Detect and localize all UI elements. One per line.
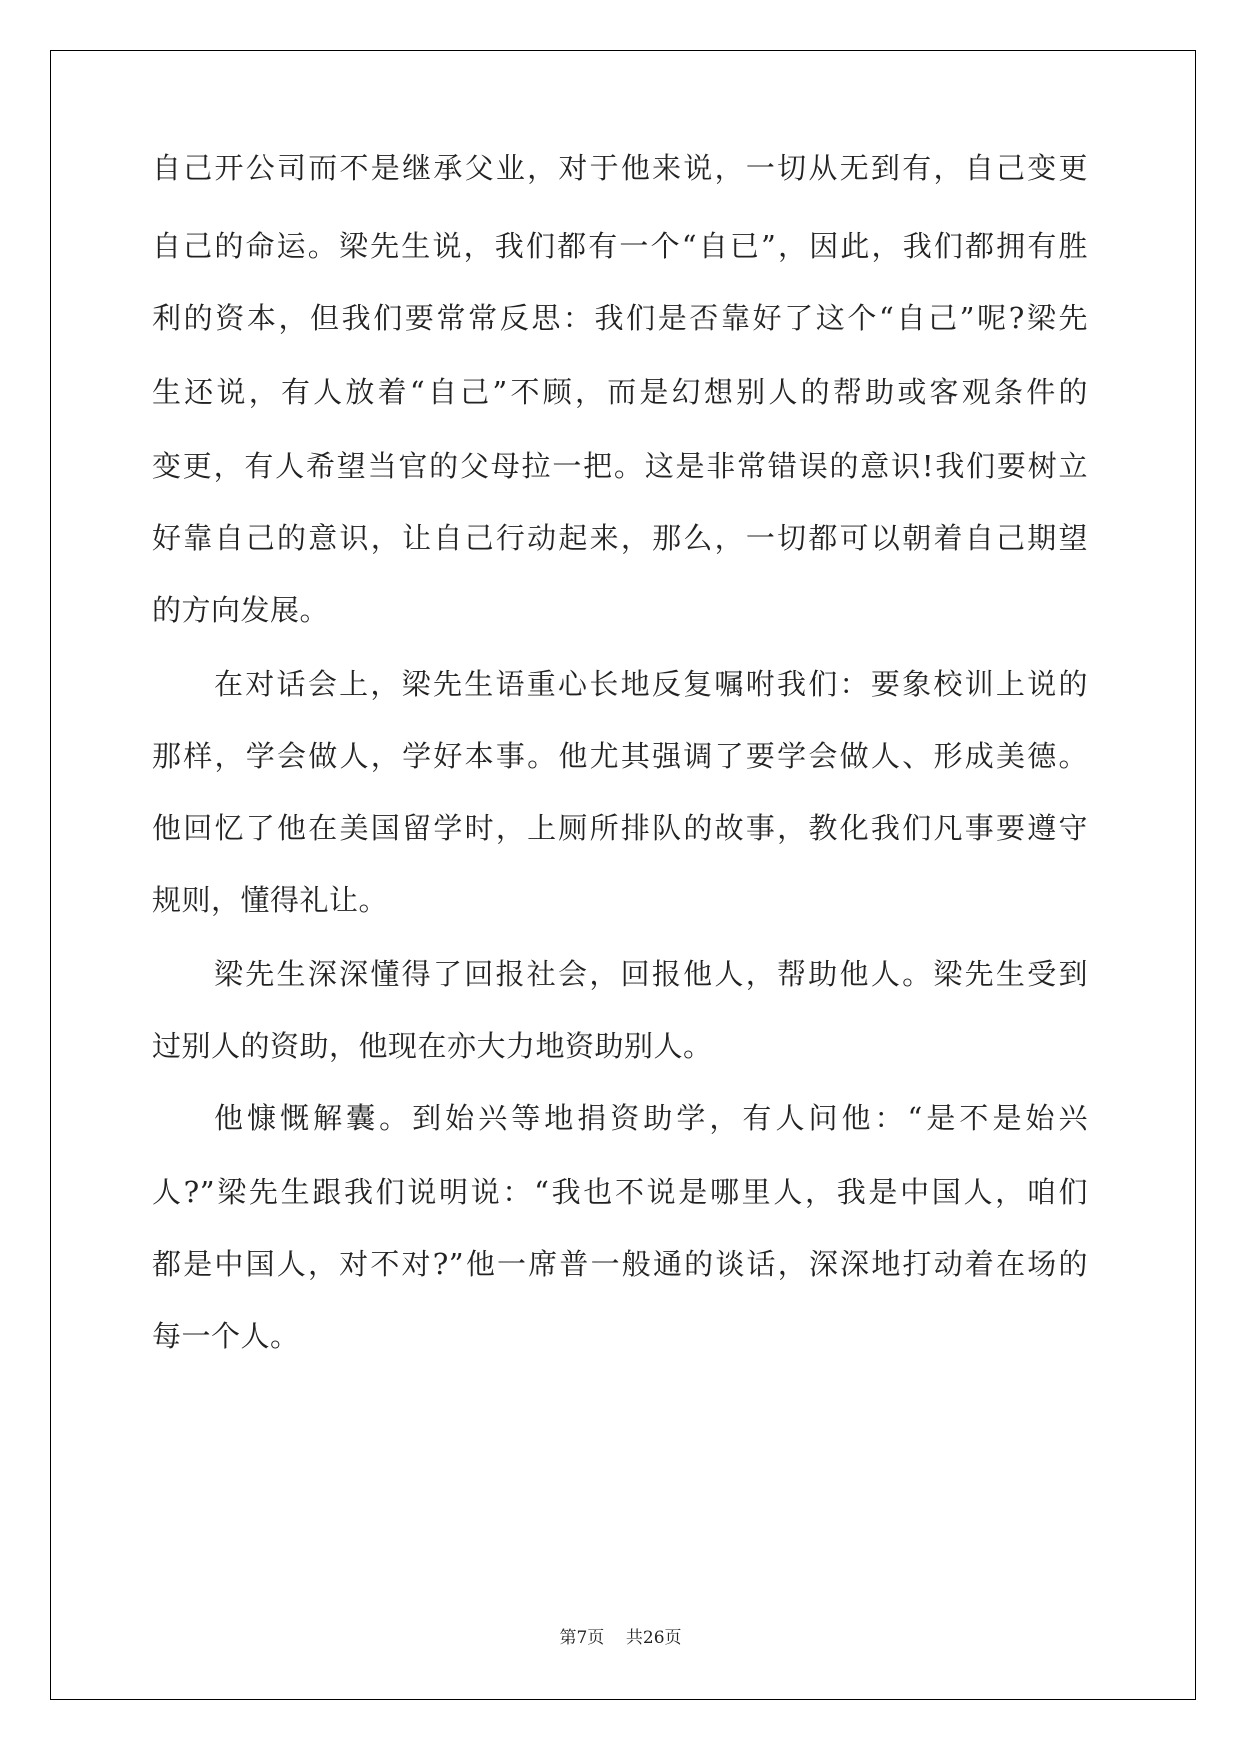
text-line: 生还说，有人放着“自己”不顾，而是幻想别人的帮助或客观条件的 bbox=[152, 375, 1088, 409]
text-line: 好靠自己的意识，让自己行动起来，那么，一切都可以朝着自己期望 bbox=[152, 521, 1088, 555]
text-line: 利的资本，但我们要常常反思：我们是否靠好了这个“自己”呢?梁先 bbox=[152, 301, 1088, 335]
text-line: 的方向发展。 bbox=[152, 593, 330, 627]
text-line: 都是中国人，对不对?”他一席普一般通的谈话，深深地打动着在场的 bbox=[152, 1247, 1088, 1281]
text-line: 自己的命运。梁先生说，我们都有一个“自已”，因此，我们都拥有胜 bbox=[152, 229, 1088, 263]
paragraph-start-line: 在对话会上，梁先生语重心长地反复嘱咐我们：要象校训上说的 bbox=[214, 667, 1088, 701]
paragraph-start-line: 他慷慨解囊。到始兴等地捐资助学，有人问他：“是不是始兴 bbox=[214, 1101, 1088, 1135]
paragraph-start-line: 梁先生深深懂得了回报社会，回报他人，帮助他人。梁先生受到 bbox=[214, 957, 1088, 991]
page-number: 第7页 bbox=[559, 1628, 605, 1648]
text-line: 规则，懂得礼让。 bbox=[152, 883, 389, 917]
page-total: 共26页 bbox=[625, 1628, 682, 1648]
text-line: 过别人的资助，他现在亦大力地资助别人。 bbox=[152, 1029, 713, 1063]
text-line: 自己开公司而不是继承父业，对于他来说，一切从无到有，自己变更 bbox=[152, 151, 1088, 185]
text-line: 每一个人。 bbox=[152, 1319, 300, 1353]
text-line: 人?”梁先生跟我们说明说：“我也不说是哪里人，我是中国人，咱们 bbox=[152, 1175, 1088, 1209]
text-line: 变更，有人希望当官的父母拉一把。这是非常错误的意识!我们要树立 bbox=[152, 449, 1088, 483]
text-line: 那样，学会做人，学好本事。他尤其强调了要学会做人、形成美德。 bbox=[152, 739, 1088, 773]
text-line: 他回忆了他在美国留学时，上厕所排队的故事，教化我们凡事要遵守 bbox=[152, 811, 1088, 845]
page-footer bbox=[0, 1626, 1241, 1650]
